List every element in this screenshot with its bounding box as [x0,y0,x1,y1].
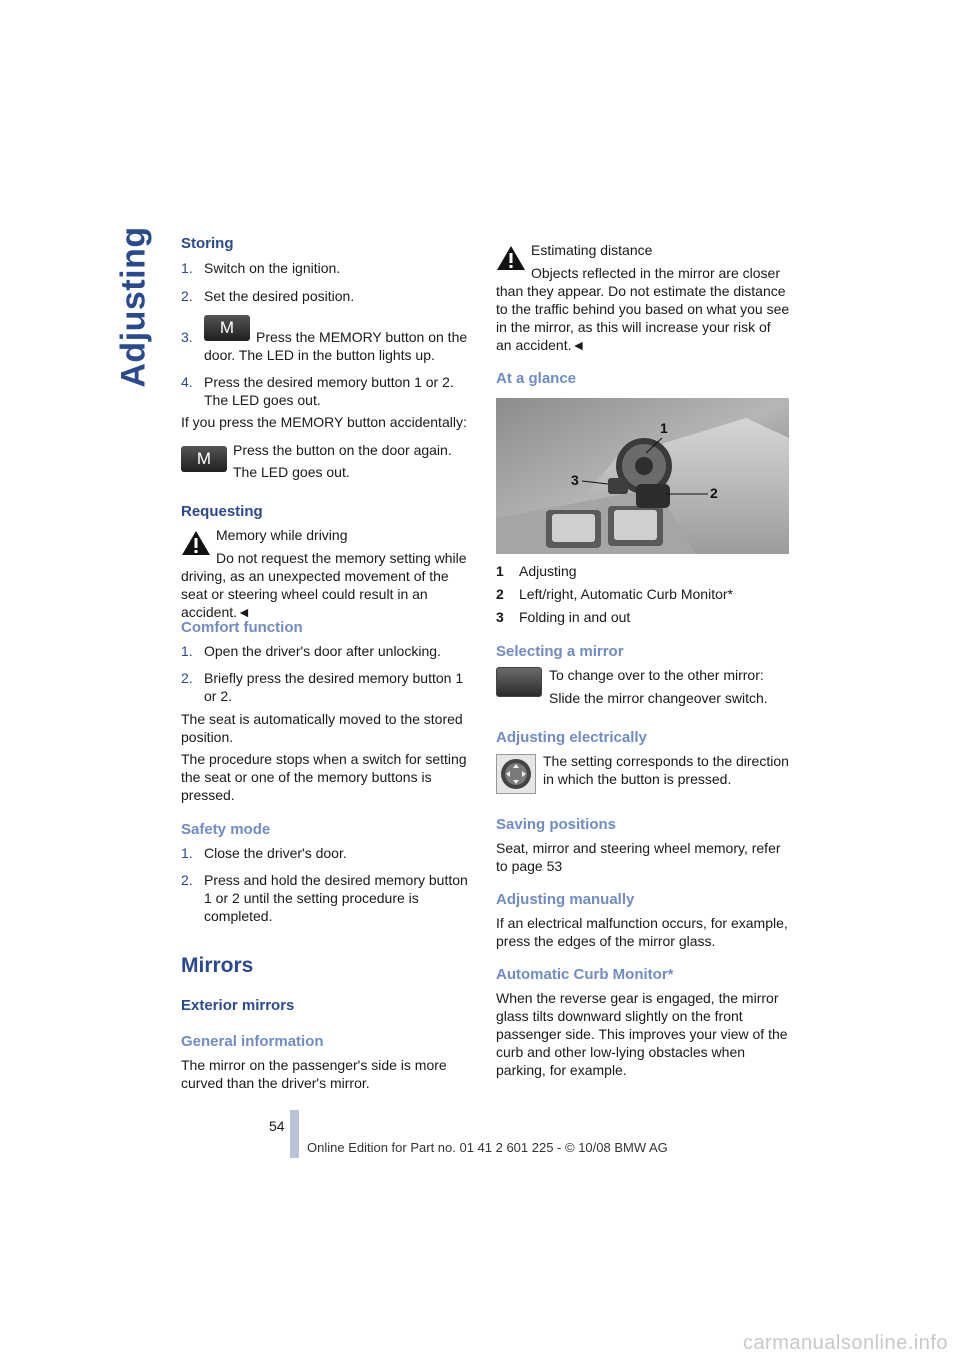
paragraph: If an electrical malfunction occurs, for example, press the edges of the mirror glass. [496,915,788,949]
warning-title: Memory while driving [216,527,348,543]
paragraph: When the reverse gear is engaged, the mirror glass tilts downward slightly on the front passenger side. This improves your view of the curb and other low-lying obstacles when parking, for example. [496,990,788,1078]
list-item: 2. Set the desired position. [181,288,355,304]
safety-heading: Safety mode [181,821,271,838]
changeover-switch-icon [496,667,542,697]
page-number: 54 [269,1118,285,1134]
comfort-heading: Comfort function [181,619,303,636]
paragraph: The procedure stops when a switch for setting the seat or one of the memory buttons is pressed. [181,751,467,803]
mirror-adjust-pad-icon [496,754,536,794]
paragraph: Seat, mirror and steering wheel memory, refer to page 53 [496,840,781,874]
paragraph: Slide the mirror changeover switch. [549,690,768,706]
mirror-controls-photo [496,398,789,554]
list-item: 1. Close the driver's door. [181,845,347,861]
warning-text: Do not request the memory setting while driving, as an unexpected movement of the seat or steering wheel could result in an accident.◄ [181,550,467,620]
exterior-mirrors-heading: Exterior mirrors [181,997,295,1014]
general-info-heading: General information [181,1033,324,1050]
list-item: 3. Press the MEMORY button on the door. The LED in the button lights up. [181,329,468,363]
callout-3: 3 [571,472,579,488]
paragraph: To change over to the other mirror: [549,667,764,683]
paragraph: Press the button on the door again. [233,442,452,458]
warning-title: Estimating distance [531,242,653,258]
legend-item: 2 Left/right, Automatic Curb Monitor* [496,586,733,602]
callout-2: 2 [710,485,718,501]
paragraph: The mirror on the passenger's side is more curved than the driver's mirror. [181,1057,447,1091]
list-item: 2. Press and hold the desired memory button 1 or 2 until the setting procedure is completed. [181,872,468,924]
watermark: carmanualsonline.info [742,1332,948,1354]
mirrors-heading: Mirrors [181,954,254,977]
chapter-tab [112,226,156,388]
memory-button-icon: M [181,446,227,472]
requesting-heading: Requesting [181,503,263,520]
footer-bar [290,1110,299,1158]
storing-heading: Storing [181,235,234,252]
paragraph: The setting corresponds to the direction in which the button is pressed. [543,753,789,787]
glance-heading: At a glance [496,370,577,387]
curb-heading: Automatic Curb Monitor* [496,966,674,983]
chapter-title: Adjusting [115,226,154,388]
memory-button-icon: M [204,315,250,341]
electric-heading: Adjusting electrically [496,729,647,746]
paragraph: The LED goes out. [233,464,350,480]
list-item: 2. Briefly press the desired memory button 1 or 2. [181,670,464,704]
legend-item: 1 Adjusting [496,563,577,579]
paragraph: If you press the MEMORY button accidentally: [181,414,467,430]
warning-text: Objects reflected in the mirror are closer than they appear. Do not estimate the distance to the traffic behind you based on what you see in the mirror, as this will increase your risk of an accident.◄ [496,265,790,353]
legend-item: 3 Folding in and out [496,609,631,625]
saving-heading: Saving positions [496,816,617,833]
list-item: 1. Switch on the ignition. [181,260,341,276]
paragraph: The seat is automatically moved to the stored position. [181,711,463,745]
manual-heading: Adjusting manually [496,891,635,908]
edition-note: Online Edition for Part no. 01 41 2 601 225 - © 10/08 BMW AG [307,1140,668,1155]
list-item: 1. Open the driver's door after unlocking. [181,643,441,659]
list-item: 4. Press the desired memory button 1 or 2. The LED goes out. [181,374,454,408]
selecting-heading: Selecting a mirror [496,643,624,660]
callout-1: 1 [660,420,668,436]
